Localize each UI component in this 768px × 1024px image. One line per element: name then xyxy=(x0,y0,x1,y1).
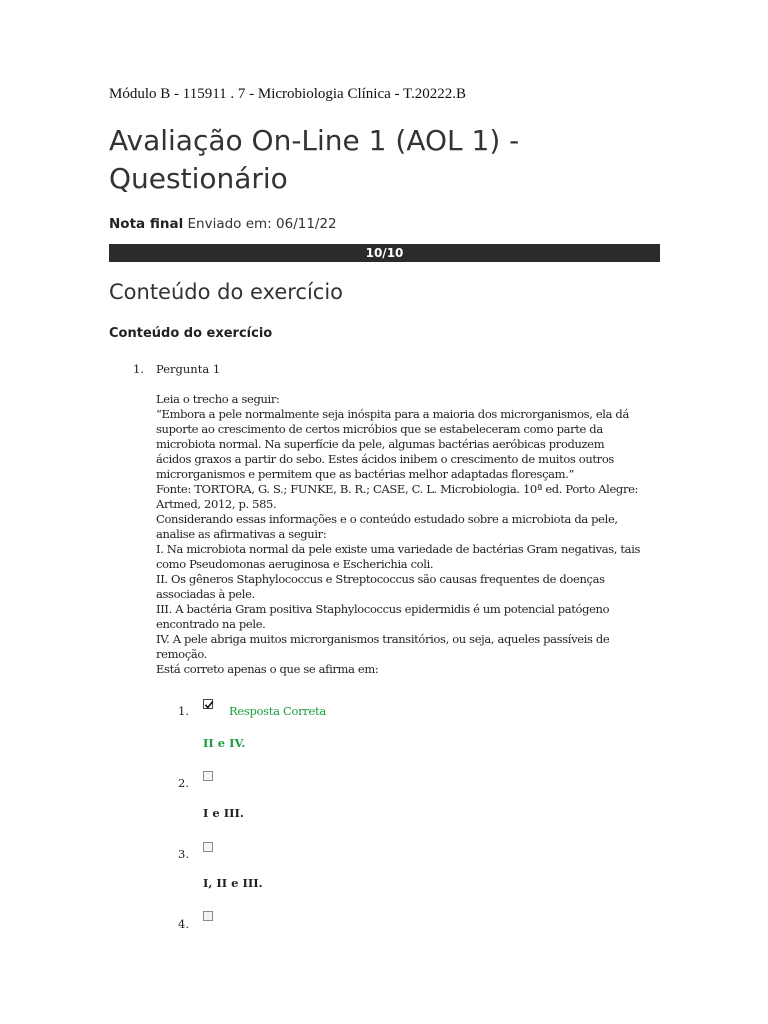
section-subtitle: Conteúdo do exercício xyxy=(109,326,273,341)
question-label: Pergunta 1 xyxy=(156,362,221,376)
grade-label: Nota final xyxy=(109,216,184,232)
question-line: microrganismos e permitem que as bactérias melhor adaptadas floresçam.” xyxy=(156,467,575,481)
grade-line xyxy=(109,216,337,232)
option-number: 3. xyxy=(178,847,189,861)
page-title: Avaliação On-Line 1 (AOL 1) - Questionário xyxy=(109,124,520,195)
option-number: 1. xyxy=(178,704,189,718)
section-title: Conteúdo do exercício xyxy=(109,280,344,304)
question-line: Considerando essas informações e o conteúdo estudado sobre a microbiota da pele, xyxy=(156,512,618,526)
option-text-2: I e III. xyxy=(203,806,244,820)
sent-date: Enviado em: 06/11/22 xyxy=(187,216,337,232)
question-line: I. Na microbiota normal da pele existe uma variedade de bactérias Gram negativas, tais xyxy=(156,542,641,556)
question-line: Fonte: TORTORA, G. S.; FUNKE, B. R.; CASE, C. L. Microbiologia. 10ª ed. Porto Alegre: xyxy=(156,482,639,496)
question-line: “Embora a pele normalmente seja inóspita para a maioria dos microrganismos, ela dá xyxy=(156,407,629,421)
option-checkbox-3[interactable] xyxy=(203,842,213,852)
question-line: II. Os gêneros Staphylococcus e Streptococcus são causas frequentes de doenças xyxy=(156,572,605,586)
option-text-1: II e IV. xyxy=(203,736,246,750)
question-line: microbiota normal. Na superfície da pele, algumas bactérias aeróbicas produzem xyxy=(156,437,605,451)
question-number: 1. xyxy=(133,362,144,376)
question-line: suporte ao crescimento de certos micróbios que se estabeleceram como parte da xyxy=(156,422,603,436)
question-line: encontrado na pele. xyxy=(156,617,266,631)
option-number: 2. xyxy=(178,776,189,790)
score-bar: 10/10 xyxy=(109,244,660,262)
option-number: 4. xyxy=(178,917,189,931)
question-line: ácidos graxos a partir do sebo. Estes ácidos inibem o crescimento de muitos outros xyxy=(156,452,614,466)
correct-answer-label: Resposta Correta xyxy=(229,704,326,718)
option-checkbox-1[interactable] xyxy=(203,699,213,709)
question-line: associadas à pele. xyxy=(156,587,255,601)
module-breadcrumb: Módulo B - 115911 . 7 - Microbiologia Clínica - T.20222.B xyxy=(109,86,467,102)
question-line: Está correto apenas o que se afirma em: xyxy=(156,662,379,676)
question-line: Artmed, 2012, p. 585. xyxy=(156,497,277,511)
question-line: IV. A pele abriga muitos microrganismos transitórios, ou seja, aqueles passíveis de xyxy=(156,632,610,646)
option-checkbox-2[interactable] xyxy=(203,771,213,781)
option-text-3: I, II e III. xyxy=(203,876,263,890)
question-line: como Pseudomonas aeruginosa e Escherichia coli. xyxy=(156,557,434,571)
question-line: Leia o trecho a seguir: xyxy=(156,392,280,406)
checkmark-icon xyxy=(204,700,214,710)
question-line: remoção. xyxy=(156,647,208,661)
question-line: analise as afirmativas a seguir: xyxy=(156,527,327,541)
question-text xyxy=(156,392,666,677)
option-checkbox-4[interactable] xyxy=(203,911,213,921)
question-line: III. A bactéria Gram positiva Staphylococcus epidermidis é um potencial patógeno xyxy=(156,602,610,616)
